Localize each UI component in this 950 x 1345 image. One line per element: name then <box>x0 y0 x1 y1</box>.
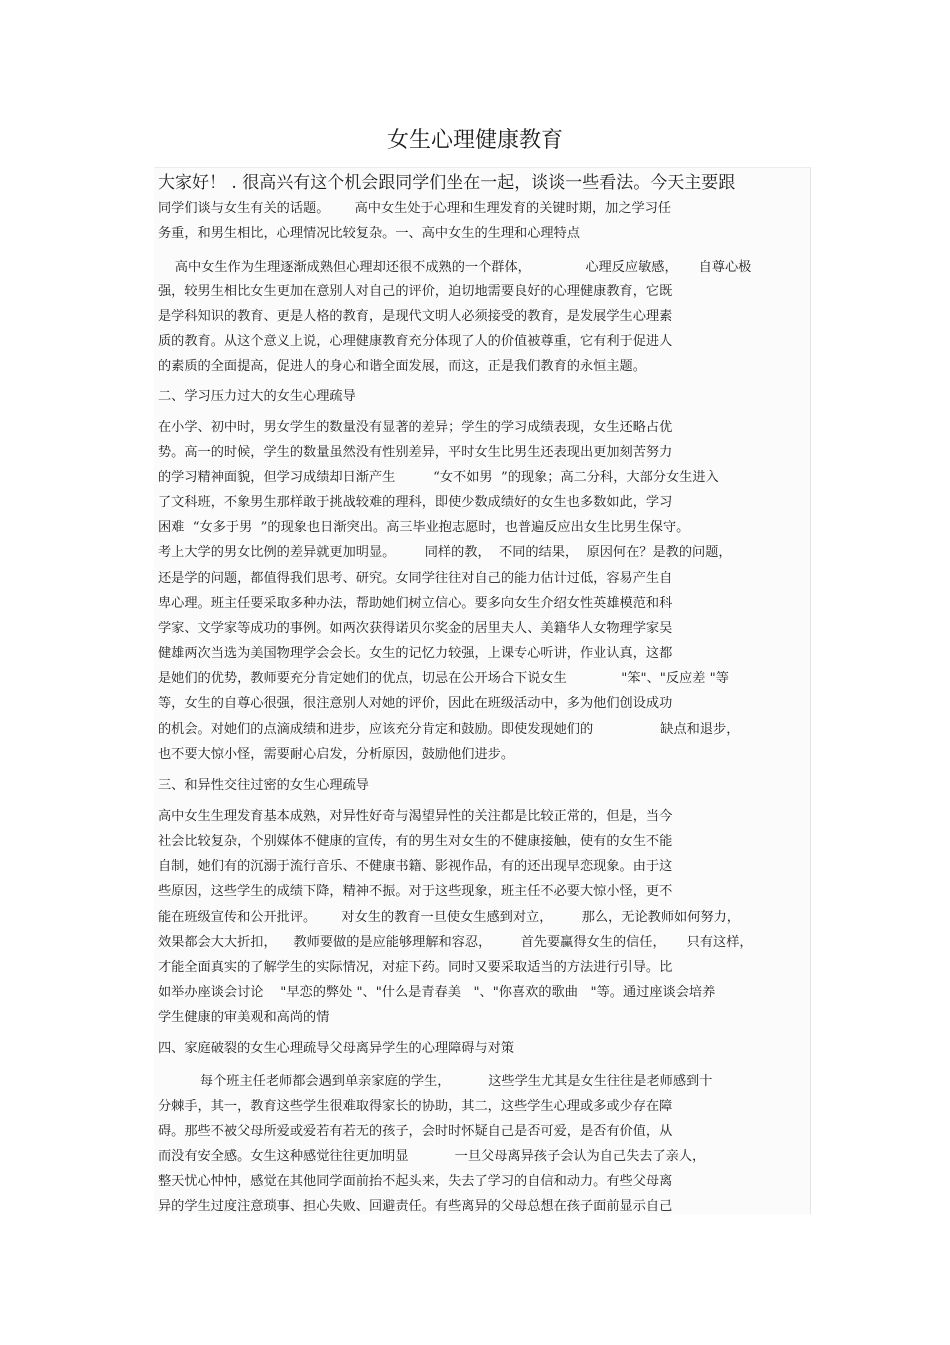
section-heading: 三、和异性交往过密的女生心理疏导 <box>158 778 369 793</box>
text-line: 能在班级宣传和公开批评。 对女生的教育一旦使女生感到对立， 那么，无论教师如何努力， <box>158 910 740 925</box>
text-line: 学生健康的审美观和高尚的情 <box>158 1010 330 1025</box>
text-line: 还是学的问题，都值得我们思考、研究。女同学往往对自己的能力估计过低，容易产生自 <box>158 571 673 586</box>
text-line: 整天忧心忡忡，感觉在其他同学面前抬不起头来，失去了学习的自信和动力。有些父母离 <box>158 1174 673 1189</box>
text-line: 自制，她们有的沉溺于流行音乐、不健康书籍、影视作品，有的还出现早恋现象。由于这 <box>158 859 673 874</box>
text-line: 些原因，这些学生的成绩下降，精神不振。对于这些现象，班主任不必要大惊小怪，更不 <box>158 884 673 899</box>
content-panel <box>154 167 811 1214</box>
text-line: 分棘手，其一，教育这些学生很难取得家长的协助，其二，这些学生心理或多或少存在障 <box>158 1099 673 1114</box>
text-line: 势。高一的时候，学生的数量虽然没有性别差异，平时女生比男生还表现出更加刻苦努力 <box>158 445 673 460</box>
text-line: 等，女生的自尊心很强，很注意别人对她的评价，因此在班级活动中，多为他们创设成功 <box>158 696 673 711</box>
text-line: 考上大学的男女比例的差异就更加明显。 同样的教， 不同的结果， 原因何在？是教的问题， <box>158 545 732 560</box>
text-line: 健雄两次当选为美国物理学会会长。女生的记忆力较强，上课专心听讲，作业认真，这都 <box>158 646 673 661</box>
text-line: 碍。那些不被父母所爱或爱若有若无的孩子，会时时怀疑自己是否可爱，是否有价值，从 <box>158 1124 673 1139</box>
text-line: 高中女生生理发育基本成熟，对异性好奇与渴望异性的关注都是比较正常的，但是，当今 <box>158 809 673 824</box>
document-title: 女生心理健康教育 <box>386 128 563 153</box>
text-line: 的学习精神面貌，但学习成绩却日渐产生 “女不如男 ”的现象；高二分科，大部分女生进入 <box>158 470 719 485</box>
text-line: 卑心理。班主任要采取多种办法，帮助她们树立信心。要多向女生介绍女性英雄模范和科 <box>158 596 673 611</box>
text-line: 质的教育。从这个意义上说，心理健康教育充分体现了人的价值被尊重，它有利于促进人 <box>158 334 673 349</box>
text-line: 了文科班，不象男生那样敢于挑战较难的理科，即使少数成绩好的女生也多数如此，学习 <box>158 495 673 510</box>
text-line: 强，较男生相比女生更加在意别人对自己的评价，迫切地需要良好的心理健康教育，它既 <box>158 284 673 299</box>
text-line: 在小学、初中时，男女学生的数量没有显著的差异；学生的学习成绩表现，女生还略占优 <box>158 420 673 435</box>
text-line: 社会比较复杂，个别媒体不健康的宣传，有的男生对女生的不健康接触，使有的女生不能 <box>158 834 673 849</box>
text-line: 每个班主任老师都会遇到单亲家庭的学生， 这些学生尤其是女生往往是老师感到十 <box>158 1074 713 1089</box>
text-line: 学家、文学家等成功的事例。如两次获得诺贝尔奖金的居里夫人、美籍华人女物理学家吴 <box>158 621 673 636</box>
text-line: 高中女生作为生理逐渐成熟但心理却还很不成熟的一个群体， 心理反应敏感， 自尊心极 <box>158 260 752 275</box>
text-line: 才能全面真实的了解学生的实际情况，对症下药。同时又要采取适当的方法进行引导。比 <box>158 960 673 975</box>
text-line: 务重，和男生相比，心理情况比较复杂。一、高中女生的生理和心理特点 <box>158 226 580 241</box>
text-line: 大家好！ . 很高兴有这个机会跟同学们坐在一起，谈谈一些看法。今天主要跟 <box>158 173 736 193</box>
text-line: 异的学生过度注意琐事、担心失败、回避责任。有些离异的父母总想在孩子面前显示自己 <box>158 1199 673 1214</box>
text-line: 而没有安全感。女生这种感觉往往更加明显 一旦父母离异孩子会认为自己失去了亲人， <box>158 1149 706 1164</box>
text-line: 是学科知识的教育、更是人格的教育，是现代文明人必须接受的教育，是发展学生心理素 <box>158 309 673 324</box>
text-line: 如举办座谈会讨论 "早恋的弊处 "、"什么是青春美 "、"你喜欢的歌曲 "等。通过座谈会培养 <box>158 985 716 1000</box>
text-line: 也不要大惊小怪，需要耐心启发，分析原因，鼓励他们进步。 <box>158 747 515 762</box>
section-heading: 二、学习压力过大的女生心理疏导 <box>158 389 356 404</box>
section-heading: 四、家庭破裂的女生心理疏导父母离异学生的心理障碍与对策 <box>158 1041 515 1056</box>
text-line: 是她们的优势，教师要充分肯定她们的优点，切忌在公开场合下说女生 "笨"、"反应差 "等 <box>158 671 729 686</box>
text-line: 的素质的全面提高，促进人的身心和谐全面发展，而这，正是我们教育的永恒主题。 <box>158 359 646 374</box>
text-line: 同学们谈与女生有关的话题。 高中女生处于心理和生理发育的关键时期，加之学习任 <box>158 201 672 216</box>
text-line: 的机会。对她们的点滴成绩和进步，应该充分肯定和鼓励。即使发现她们的 缺点和退步， <box>158 722 740 737</box>
text-line: 困难 “女多于男 ”的现象也日渐突出。高三毕业抱志愿时，也普遍反应出女生比男生保守。 <box>158 520 690 535</box>
text-line: 效果都会大大折扣， 教师要做的是应能够理解和容忍， 首先要赢得女生的信任， 只有这样， <box>158 935 753 950</box>
